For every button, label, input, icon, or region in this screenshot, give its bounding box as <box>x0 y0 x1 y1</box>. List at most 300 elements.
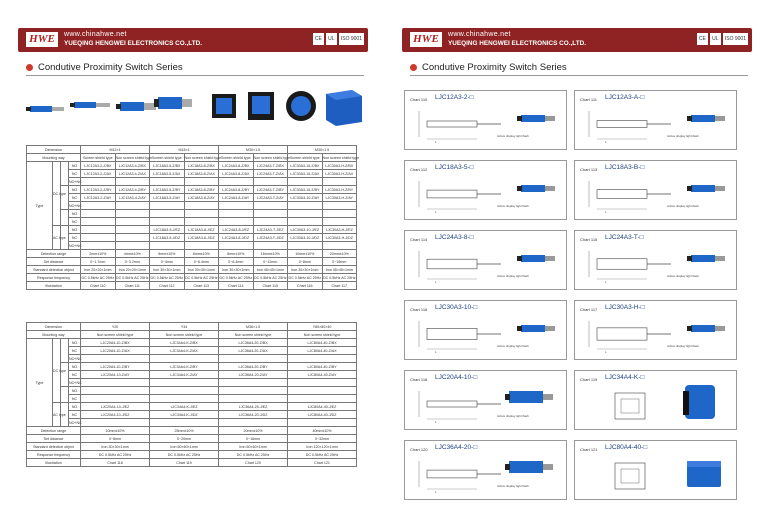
model-cell <box>288 379 357 387</box>
sensor-drawing <box>405 161 568 221</box>
output-label: NO+NC <box>69 243 82 248</box>
spec-value: DC 0.5kHz AC 25Hz <box>219 275 253 280</box>
model-cell: LJC20A4-10-J/EZ <box>81 403 150 411</box>
model-cell: LJC12A3-2-Z/BY <box>81 186 116 194</box>
spec-value: DC 0.5kHz AC 25Hz <box>288 451 357 459</box>
model-cell <box>81 210 116 218</box>
spec-value: 0~6.4mm <box>184 258 219 266</box>
spec-value: DC 0.5kHz AC 25Hz <box>116 275 149 280</box>
model-cell: LJC30A3-10-J/EZ <box>288 226 323 234</box>
chart-model: LJC80A4-40-□ <box>605 444 648 451</box>
model-cell: LJC24A3-T-Z/BX <box>253 162 288 170</box>
model-cell: LJC24A3-8-Z/BY <box>219 186 254 194</box>
svg-text:L: L <box>435 420 437 424</box>
spec-value: Chart 117 <box>322 282 357 290</box>
chart-number: Chart 113 <box>580 167 598 172</box>
model-cell <box>184 218 219 226</box>
spec-value: Chart 119 <box>150 459 219 467</box>
model-cell: LJC36A4-20-Z/AX <box>219 347 288 355</box>
model-cell <box>288 395 357 403</box>
chart-model: LJC20A4-10-□ <box>435 374 478 381</box>
spec-value: Iron 30×30×1mm <box>288 266 323 274</box>
model-cell <box>81 178 116 186</box>
spec-value: Iron 45×45×1mm <box>322 266 357 274</box>
spec-value: Iron 30×30×1mm <box>219 266 254 274</box>
model-cell: LJC12A3-4-Z/AX <box>115 170 150 178</box>
model-cell <box>219 210 254 218</box>
sensor-square-photo <box>212 94 236 118</box>
model-cell <box>219 379 288 387</box>
spec-label: Detection range <box>27 427 81 435</box>
spec-table-1 <box>26 145 360 290</box>
type-label: Type <box>27 339 53 427</box>
model-cell: LJC18A3-8-J/DZ <box>184 234 219 242</box>
spec-value: 5mm±10% <box>150 250 185 258</box>
dimension-card <box>574 300 737 360</box>
model-cell <box>115 202 150 210</box>
model-cell <box>150 218 185 226</box>
model-cell <box>150 379 219 387</box>
output-label: NO+NC <box>69 420 82 425</box>
svg-text:Active display light flash: Active display light flash <box>667 274 699 278</box>
model-cell: LJC34A4-K-Z/BY <box>150 363 219 371</box>
model-cell: LJC80A4-40-Z/AY <box>288 371 357 379</box>
model-cell <box>81 419 150 427</box>
output-label: NO+NC <box>69 179 82 184</box>
spec-value: 2mm±10% <box>81 250 116 258</box>
ul-mark: UL <box>326 33 337 45</box>
model-cell: LJC36A4-20-J/EZ <box>219 403 288 411</box>
model-cell: LJC18A3-8-Z/AY <box>184 194 219 202</box>
chart-number: Chart 120 <box>410 447 428 452</box>
model-cell <box>150 210 185 218</box>
mount-header: Non screen shield type <box>81 331 150 339</box>
sensor-drawing <box>575 371 738 431</box>
svg-text:Active display light flash: Active display light flash <box>497 344 529 348</box>
spec-value: 0~8mm <box>81 435 150 443</box>
model-cell: LJC12A3-4-Z/BX <box>115 162 150 170</box>
model-cell <box>288 355 357 363</box>
chart-model: LJC24A3-T-□ <box>605 234 644 241</box>
spec-value: 20mm±10% <box>219 427 288 435</box>
model-cell: LJC30A3-10-Z/AY <box>288 194 323 202</box>
mount-header: Screen shield type <box>150 154 185 162</box>
model-cell <box>150 419 219 427</box>
model-cell <box>288 202 323 210</box>
output-label: NC <box>69 194 81 202</box>
website-url[interactable]: www.chinahwe.net <box>64 31 127 38</box>
chart-number: Chart 114 <box>410 237 428 242</box>
dimension-card <box>404 300 567 360</box>
model-cell <box>322 242 357 250</box>
output-label: NC <box>69 347 81 355</box>
model-cell: LJC30A3-10-Z/BX <box>288 162 323 170</box>
spec-label: Set distance <box>27 258 81 266</box>
dim-header: Y20 <box>81 323 150 331</box>
spec-value: 4mm±10% <box>115 250 150 258</box>
spec-value: Chart 120 <box>219 459 288 467</box>
model-cell: LJC24A3-T-Z/AY <box>253 194 288 202</box>
header-band <box>402 28 752 52</box>
spec-value: 15mm±10% <box>253 250 288 258</box>
dim-header: Y80×80×40 <box>288 323 357 331</box>
type-label: Type <box>27 162 53 250</box>
sensor-square-large-photo <box>248 92 274 120</box>
model-cell <box>184 202 219 210</box>
model-cell: LJC34A4-K-Z/AX <box>150 347 219 355</box>
sensor-round-photo <box>286 91 316 121</box>
svg-text:Active display light flash: Active display light flash <box>497 414 529 418</box>
model-cell <box>219 242 254 250</box>
sensor-drawing <box>575 441 738 501</box>
spec-label: Response frequency <box>27 451 81 459</box>
svg-text:L: L <box>605 350 607 354</box>
spec-value: 0~32mm <box>288 435 357 443</box>
model-cell: LJC30A3-H-Z/BX <box>322 162 357 170</box>
model-cell <box>81 387 150 395</box>
spec-label: Response frequency <box>27 274 81 282</box>
mount-header: Non screen shield type <box>150 331 219 339</box>
spec-value: Chart 115 <box>253 282 288 290</box>
wiring-group-cell <box>61 162 69 186</box>
dimension-label: Dimension <box>27 323 81 331</box>
section-title <box>410 61 567 73</box>
chart-model: LJC34A4-K-□ <box>605 374 645 381</box>
spec-value: Chart 111 <box>115 282 150 290</box>
svg-text:L: L <box>605 210 607 214</box>
spec-value: Iron 20×20×1mm <box>81 266 116 274</box>
model-cell: LJC30A3-H-J/EZ <box>322 226 357 234</box>
cert-badges <box>313 33 364 45</box>
model-cell: LJC24A3-T-Z/AX <box>253 170 288 178</box>
model-cell <box>115 226 150 234</box>
wiring-group-cell <box>61 387 69 403</box>
mounting-label: Mounting way <box>27 331 81 339</box>
model-cell: LJC24A3-8-Z/BX <box>219 162 254 170</box>
model-cell: LJC80A4-40-Z/AX <box>288 347 357 355</box>
sensor-drawing <box>575 91 738 151</box>
title-divider <box>26 75 364 76</box>
model-cell <box>288 419 357 427</box>
output-label: NO <box>69 403 81 411</box>
svg-text:Active display light flash: Active display light flash <box>667 344 699 348</box>
spec-value: 8mm±10% <box>184 250 219 258</box>
mount-header: Non screen shield type <box>219 331 288 339</box>
output-label: NO+NC <box>69 380 82 385</box>
spec-value: DC 0.5kHz AC 25Hz <box>288 275 322 280</box>
model-cell: LJC12A3-2-Z/AX <box>81 170 116 178</box>
model-cell <box>288 218 323 226</box>
iso-mark: ISO 9001 <box>723 33 748 45</box>
dim-header: M18×1 <box>150 146 219 154</box>
chart-number: Chart 112 <box>410 167 428 172</box>
model-cell: LJC30A3-H-Z/AY <box>322 194 357 202</box>
spec-value: 0~1.7mm <box>81 258 116 266</box>
model-cell <box>253 178 288 186</box>
iso-mark: ISO 9001 <box>339 33 364 45</box>
dimension-label: Dimension <box>27 146 81 154</box>
spec-value: Chart 112 <box>150 282 185 290</box>
model-cell <box>219 218 254 226</box>
spec-value: Chart 113 <box>184 282 219 290</box>
spec-value: Iron 60×60×1mm <box>219 443 288 451</box>
sensor-drawing <box>575 301 738 361</box>
model-cell: LJC12A3-2-Z/AY <box>81 194 116 202</box>
model-cell <box>184 178 219 186</box>
svg-text:L: L <box>435 490 437 494</box>
output-label: NO <box>69 162 81 170</box>
dim-header: M12×1 <box>81 146 150 154</box>
output-label: NO+NC <box>69 356 82 361</box>
sensor-m30-photo <box>154 97 192 109</box>
model-cell: LJC30A3-H-Z/BY <box>322 186 357 194</box>
spec-value: DC 0.5kHz AC 25Hz <box>150 451 219 459</box>
sensor-m12-photo <box>26 106 64 112</box>
model-cell <box>115 178 150 186</box>
output-label: NC <box>69 234 81 242</box>
spec-value: 0~20mm <box>150 435 219 443</box>
model-cell: LJC24A3-T-Z/BY <box>253 186 288 194</box>
model-cell: LJC18A3-8-J/EZ <box>184 226 219 234</box>
output-label: NO <box>69 226 81 234</box>
spec-value: Iron 60×60×1mm <box>150 443 219 451</box>
svg-text:Active display light flash: Active display light flash <box>497 274 529 278</box>
dimension-card <box>574 160 737 220</box>
spec-value: Chart 114 <box>219 282 254 290</box>
model-cell <box>150 355 219 363</box>
model-cell: LJC18A3-8-Z/BY <box>184 186 219 194</box>
model-cell: LJC80A4-40-Z/BX <box>288 339 357 347</box>
mount-header: Non screen shield type <box>253 155 291 160</box>
spec-value: 10mm±10% <box>81 427 150 435</box>
output-label: NO <box>69 210 81 218</box>
sensor-drawing <box>405 231 568 291</box>
model-cell <box>115 210 150 218</box>
chart-number: Chart 115 <box>580 237 598 242</box>
spec-value: Chart 116 <box>288 282 323 290</box>
company-name: YUEQING HENGWEI ELECTRONICS CO.,LTD. <box>64 40 202 47</box>
model-cell <box>81 202 116 210</box>
model-cell <box>115 234 150 242</box>
ce-mark: CE <box>313 33 324 45</box>
chart-model: LJC30A3-10-□ <box>435 304 478 311</box>
wiring-group-cell <box>61 186 69 210</box>
model-cell: LJC36A4-20-Z/AY <box>219 371 288 379</box>
svg-text:L: L <box>605 280 607 284</box>
spec-value: DC 0.5kHz AC 25Hz <box>150 275 184 280</box>
spec-value: Chart 110 <box>81 282 116 290</box>
model-cell <box>184 210 219 218</box>
output-label: NO <box>69 363 81 371</box>
mount-header: Screen shield type <box>81 154 116 162</box>
spec-value: DC 0.5kHz AC 25Hz <box>323 275 356 280</box>
right-page <box>384 0 768 521</box>
chart-model: LJC18A3-B-□ <box>605 164 645 171</box>
model-cell: LJC20A4-10-Z/AY <box>81 371 150 379</box>
model-cell: LJC20A4-10-Z/AX <box>81 347 150 355</box>
svg-text:Active display light flash: Active display light flash <box>667 134 699 138</box>
company-name: YUEQING HENGWEI ELECTRONICS CO.,LTD. <box>448 40 586 47</box>
model-cell <box>115 218 150 226</box>
chart-model: LJC30A3-H-□ <box>605 304 645 311</box>
sensor-drawing <box>405 371 568 431</box>
spec-label: Standard detection object <box>27 443 81 451</box>
spec-label: Set distance <box>27 435 81 443</box>
spec-value: 0~12mm <box>253 258 288 266</box>
group-label: DC type <box>53 162 61 226</box>
spec-value: DC 0.5kHz AC 25Hz <box>254 275 287 280</box>
chart-model: LJC24A3-8-□ <box>435 234 474 241</box>
model-cell: LJC36A4-20-Z/BX <box>219 339 288 347</box>
mount-header: Non screen shield type <box>115 155 153 160</box>
chart-number: Chart 116 <box>410 307 428 312</box>
model-cell <box>288 387 357 395</box>
mount-header: Non screen shield type <box>288 331 357 339</box>
model-cell: LJC24A3-8-J/EZ <box>219 226 254 234</box>
model-cell: LJC18A3-5-Z/AY <box>150 194 185 202</box>
model-cell: LJC18A3-5-Z/AX <box>150 170 185 178</box>
ul-mark: UL <box>710 33 721 45</box>
model-cell <box>150 202 185 210</box>
sensor-m18-photo <box>116 102 156 111</box>
spec-value: DC 0.5kHz AC 25Hz <box>81 275 115 280</box>
dim-header: M30×1.5 <box>288 146 357 154</box>
model-cell <box>81 226 116 234</box>
wiring-group-cell <box>61 363 69 387</box>
svg-text:Active display light flash: Active display light flash <box>497 204 529 208</box>
section-title <box>26 61 183 73</box>
model-cell <box>219 387 288 395</box>
spec-label: Standard detection object <box>27 266 81 274</box>
spec-value: 0~16mm <box>322 258 357 266</box>
output-label: NC <box>69 411 81 419</box>
model-cell <box>253 210 288 218</box>
model-cell: LJC20A4-10-J/DZ <box>81 411 150 419</box>
header-band <box>18 28 368 52</box>
chart-number: Chart 110 <box>410 97 428 102</box>
model-cell <box>81 395 150 403</box>
group-label: AC type <box>53 226 61 250</box>
model-cell <box>150 387 219 395</box>
sensor-drawing <box>575 161 738 221</box>
section-title-text: Condutive Proximity Switch Series <box>422 61 567 73</box>
chart-number: Chart 111 <box>580 97 597 102</box>
spec-value: 0~6.4mm <box>219 258 254 266</box>
spec-value: 0~4mm <box>150 258 185 266</box>
model-cell: LJC24A3-8-J/DZ <box>219 234 254 242</box>
spec-label: Detection range <box>27 250 81 258</box>
model-cell: LJC30A3-10-J/DZ <box>288 234 323 242</box>
dimension-card <box>574 440 737 500</box>
model-cell <box>322 202 357 210</box>
spec-value: 0~8mm <box>288 258 323 266</box>
company-logo: HWE <box>410 32 442 47</box>
model-cell <box>150 395 219 403</box>
model-cell: LJC24A3-T-J/EZ <box>253 226 288 234</box>
model-cell <box>184 242 219 250</box>
model-cell: LJC20A4-10-Z/BY <box>81 363 150 371</box>
model-cell: LJC80A4-40-Z/BY <box>288 363 357 371</box>
dim-header: Y34 <box>150 323 219 331</box>
spec-value: 0~16mm <box>219 435 288 443</box>
svg-text:L: L <box>435 350 437 354</box>
model-cell <box>253 202 288 210</box>
spec-value: DC 0.5kHz AC 25Hz <box>81 451 150 459</box>
model-cell <box>115 242 150 250</box>
output-label: NC <box>69 218 81 226</box>
mounting-label: Mounting way <box>27 154 81 162</box>
model-cell: LJC18A3-8-Z/AX <box>184 170 219 178</box>
dimension-card <box>404 90 567 150</box>
output-label: NO+NC <box>69 203 82 208</box>
spec-value: 25mm±10% <box>150 427 219 435</box>
sensor-box-photo <box>326 90 362 126</box>
model-cell: LJC80A4-40-J/DZ <box>288 411 357 419</box>
dimension-card <box>404 440 567 500</box>
output-label: NC <box>69 170 81 178</box>
output-label: NO <box>69 339 81 347</box>
spec-label: Illustration <box>27 459 81 467</box>
model-cell: LJC36A4-20-J/DZ <box>219 411 288 419</box>
chart-number: Chart 118 <box>410 377 428 382</box>
chart-number: Chart 121 <box>580 447 598 452</box>
model-cell: LJC20A4-10-Z/BX <box>81 339 150 347</box>
model-cell <box>288 210 323 218</box>
svg-text:Active display light flash: Active display light flash <box>497 484 529 488</box>
model-cell: LJC18A3-5-J/EZ <box>150 226 185 234</box>
svg-text:L: L <box>435 280 437 284</box>
model-cell: LJC34A4-K-Z/AY <box>150 371 219 379</box>
chart-number: Chart 119 <box>580 377 598 382</box>
sensor-drawing <box>405 441 568 501</box>
model-cell: LJC18A3-8-Z/BX <box>184 162 219 170</box>
mount-header: Non screen shield type <box>322 155 360 160</box>
svg-text:L: L <box>605 140 607 144</box>
svg-text:L: L <box>435 140 437 144</box>
bullet-icon <box>410 64 417 71</box>
spec-value: 10mm±10% <box>288 250 323 258</box>
svg-text:Active display light flash: Active display light flash <box>497 134 529 138</box>
website-url[interactable]: www.chinahwe.net <box>448 31 511 38</box>
svg-text:L: L <box>435 210 437 214</box>
chart-model: LJC36A4-20-□ <box>435 444 478 451</box>
spec-label: Illustration <box>27 282 81 290</box>
dim-header: M36×1.5 <box>219 323 288 331</box>
sensor-drawing <box>405 301 568 361</box>
model-cell: LJC24A3-8-Z/AX <box>219 170 254 178</box>
model-cell: LJC30A3-10-Z/BY <box>288 186 323 194</box>
model-cell <box>219 419 288 427</box>
spec-value: 20mm±10% <box>322 250 357 258</box>
sensor-m12-photo-2 <box>70 102 110 108</box>
sensor-drawing <box>575 231 738 291</box>
model-cell <box>322 178 357 186</box>
model-cell <box>81 379 150 387</box>
dimension-card <box>574 90 737 150</box>
chart-model: LJC12A3-2-□ <box>435 94 474 101</box>
model-cell <box>219 355 288 363</box>
section-title-text: Condutive Proximity Switch Series <box>38 61 183 73</box>
model-cell <box>81 242 116 250</box>
model-cell: LJC30A3-10-Z/AX <box>288 170 323 178</box>
dim-header: M30×1.5 <box>219 146 288 154</box>
model-cell <box>322 210 357 218</box>
spec-table-2 <box>26 322 357 467</box>
spec-value: Iron 120×120×1mm <box>288 443 357 451</box>
model-cell: LJC18A3-5-Z/BY <box>150 186 185 194</box>
product-photos <box>26 82 366 138</box>
output-label: NO <box>69 387 81 395</box>
